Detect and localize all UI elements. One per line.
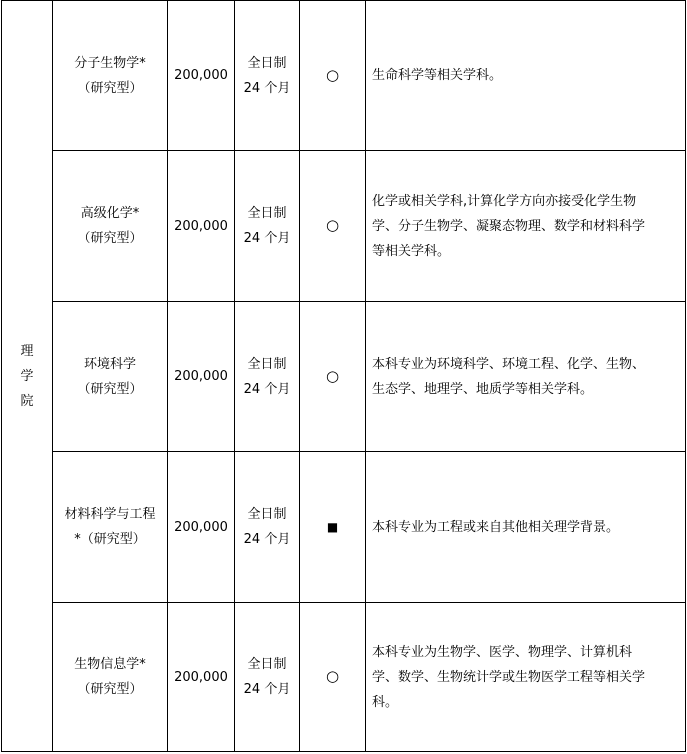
- program-name-line: 环境科学: [83, 356, 136, 372]
- table-row: [2, 1, 686, 151]
- program-name-cell: [53, 603, 168, 752]
- circle-icon: ○: [325, 65, 340, 84]
- study-mode-line: 全日制: [247, 55, 287, 71]
- table-row: [2, 452, 686, 603]
- filled-square-icon: ■: [326, 519, 339, 534]
- requirement-line: 科。: [372, 694, 399, 710]
- table-row: [2, 603, 686, 752]
- program-name-cell: [53, 151, 168, 302]
- program-name-cell: [53, 1, 168, 151]
- college-name-char: 院: [20, 393, 34, 409]
- table-row: [2, 151, 686, 302]
- requirement-cell: [366, 302, 686, 452]
- requirement-line: 本科专业为生物学、医学、物理学、计算机科: [372, 644, 633, 660]
- mark-cell: [300, 302, 366, 452]
- study-mode-line: 全日制: [247, 356, 287, 372]
- circle-icon: ○: [325, 366, 340, 385]
- study-mode-line: 24 个月: [243, 381, 291, 397]
- study-mode-line: 全日制: [247, 657, 287, 672]
- program-name-line: 高级化学*: [80, 206, 140, 221]
- mark-cell: [300, 151, 366, 302]
- program-name-line: 生物信息学*: [74, 657, 146, 672]
- requirement-line: 化学或相关学科,计算化学方向亦接受化学生物: [372, 193, 637, 209]
- program-name-line: （研究型）: [77, 80, 143, 96]
- requirement-line: 生态学、地理学、地质学等相关学科。: [372, 381, 594, 397]
- college-name-char: 理: [20, 343, 34, 359]
- tuition-cell: 200,000: [168, 452, 235, 603]
- study-mode-line: 24 个月: [243, 231, 291, 246]
- program-name-cell: [53, 452, 168, 603]
- requirement-cell: [366, 603, 686, 752]
- college-name-char: 学: [20, 368, 34, 384]
- program-table: [1, 0, 686, 752]
- program-name-line: 分子生物学*: [74, 55, 146, 71]
- program-table-body: [2, 1, 686, 752]
- study-mode-line: 24 个月: [243, 532, 291, 547]
- program-name-line: *（研究型）: [74, 532, 146, 547]
- requirement-line: 生命科学等相关学科。: [372, 68, 503, 83]
- tuition-cell: 200,000: [168, 1, 235, 151]
- program-name-line: （研究型）: [77, 231, 143, 246]
- program-name-line: 材料科学与工程: [64, 507, 156, 522]
- program-name-line: （研究型）: [77, 682, 143, 697]
- study-mode-line: 全日制: [247, 206, 287, 221]
- college-cell: [2, 1, 53, 752]
- requirement-cell: [366, 452, 686, 603]
- requirement-line: 等相关学科。: [372, 243, 451, 259]
- study-mode-cell: [235, 1, 300, 151]
- study-mode-line: 24 个月: [243, 80, 291, 96]
- study-mode-line: 全日制: [247, 507, 287, 522]
- circle-icon: ○: [325, 667, 340, 685]
- requirement-line: 学、数学、生物统计学或生物医学工程等相关学: [372, 669, 646, 685]
- mark-cell: [300, 1, 366, 151]
- tuition-cell: 200,000: [168, 603, 235, 752]
- requirement-cell: [366, 151, 686, 302]
- program-name-cell: [53, 302, 168, 452]
- mark-cell: [300, 452, 366, 603]
- program-name-line: （研究型）: [77, 381, 143, 397]
- study-mode-cell: [235, 151, 300, 302]
- requirement-line: 学、分子生物学、凝聚态物理、数学和材料科学: [372, 218, 646, 234]
- requirement-cell: [366, 1, 686, 151]
- circle-icon: ○: [325, 216, 340, 234]
- study-mode-cell: [235, 603, 300, 752]
- study-mode-cell: [235, 452, 300, 603]
- tuition-cell: 200,000: [168, 151, 235, 302]
- mark-cell: [300, 603, 366, 752]
- tuition-cell: 200,000: [168, 302, 235, 452]
- study-mode-cell: [235, 302, 300, 452]
- requirement-line: 本科专业为环境科学、环境工程、化学、生物、: [372, 356, 646, 372]
- table-row: [2, 302, 686, 452]
- requirement-line: 本科专业为工程或来自其他相关理学背景。: [372, 519, 620, 535]
- study-mode-line: 24 个月: [243, 682, 291, 697]
